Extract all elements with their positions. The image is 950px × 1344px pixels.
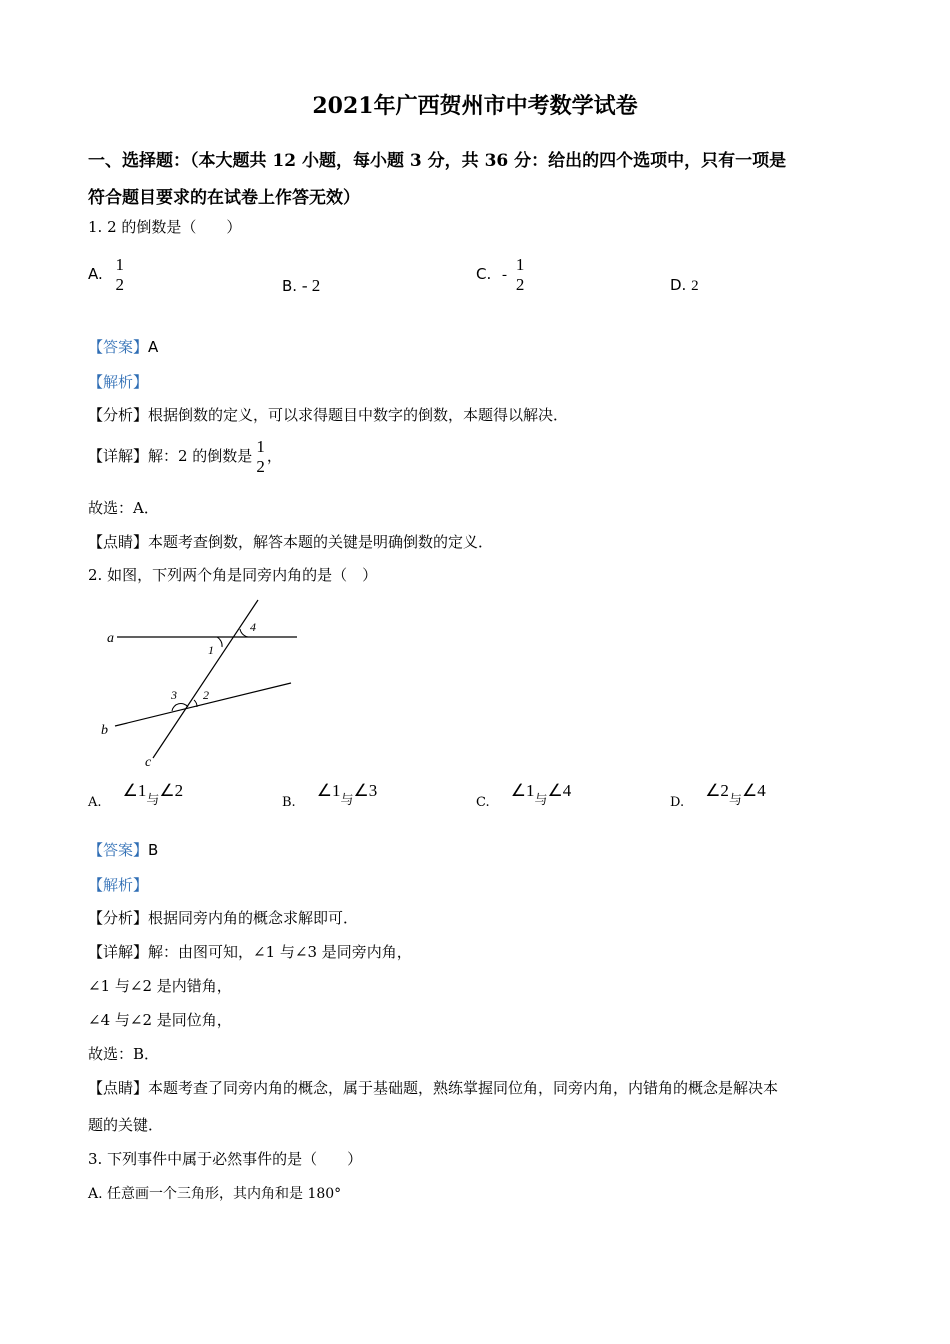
label-a: a — [107, 631, 114, 646]
answer-tag: 【答案】 — [88, 841, 149, 859]
section-heading-line1: 一、选择题：（本大题共 12 小题，每小题 3 分，共 36 分：给出的四个选项中，只有一项是 — [88, 151, 787, 171]
answer-value: B — [148, 841, 159, 859]
q1-stem: 1. 2 的倒数是（ ） — [88, 218, 242, 236]
angle-left: ∠2 — [705, 781, 729, 800]
option-letter: B. — [282, 277, 298, 295]
angle-left: ∠1 — [122, 781, 147, 800]
connector: 与 — [340, 793, 354, 808]
option-letter: D. — [670, 276, 687, 294]
q3-stem: 3. 下列事件中属于必然事件的是（ ） — [88, 1150, 363, 1168]
q2-line2: ∠1 与∠2 是内错角， — [88, 977, 232, 995]
punct: ， — [266, 447, 282, 465]
q2-option-d[interactable] — [670, 781, 766, 810]
q1-guxuan: 故选：A． — [88, 499, 159, 517]
angle-right: ∠3 — [353, 781, 378, 800]
page-title: 2021年广西贺州市中考数学试卷 — [312, 93, 638, 119]
q1-xiangjie — [88, 437, 282, 477]
q2-dianjing-line2: 题的关键． — [88, 1116, 164, 1134]
angle-right: ∠2 — [159, 781, 184, 800]
option-letter: C. — [476, 265, 492, 283]
label-c: c — [145, 755, 152, 770]
q1-option-b[interactable] — [282, 276, 320, 296]
connector: 与 — [534, 793, 548, 808]
minus-sign: - — [502, 266, 508, 283]
q2-figure — [95, 595, 310, 775]
denominator: 2 — [256, 457, 265, 476]
option-value: 2 — [691, 278, 699, 294]
q1-dianjing: 【点睛】本题考查倒数，解答本题的关键是明确倒数的定义． — [88, 533, 494, 551]
q2-guxuan: 故选：B． — [88, 1045, 160, 1063]
q2-option-a[interactable] — [88, 781, 183, 810]
answer-value: A — [148, 338, 159, 356]
q2-option-b[interactable] — [282, 781, 377, 810]
q2-option-c[interactable] — [476, 781, 571, 810]
line-c — [153, 600, 258, 758]
option-letter: D. — [670, 795, 685, 810]
connector: 与 — [146, 793, 160, 808]
q2-dianjing-line1: 【点睛】本题考查了同旁内角的概念，属于基础题，熟练掌握同位角，同旁内角，内错角的概念是解决本 — [88, 1079, 779, 1097]
answer-tag: 【答案】 — [88, 338, 149, 356]
option-value: - 2 — [301, 276, 321, 295]
denominator: 2 — [115, 275, 125, 294]
angle-left: ∠1 — [510, 781, 535, 800]
option-letter: C. — [476, 795, 490, 810]
q2-line3: ∠4 与∠2 是同位角， — [88, 1011, 232, 1029]
q2-xiangjie: 【详解】解：由图可知，∠1 与∠3 是同旁内角， — [88, 943, 412, 961]
numerator: 1 — [256, 437, 265, 456]
fraction — [254, 437, 267, 477]
q2-analysis-tag: 【解析】 — [88, 876, 149, 894]
option-letter: A. — [88, 795, 102, 810]
label-2: 2 — [203, 688, 209, 702]
label-b: b — [101, 723, 108, 738]
numerator: 1 — [115, 255, 125, 274]
numerator: 1 — [515, 255, 525, 274]
angle-right: ∠4 — [547, 781, 572, 800]
option-letter: B. — [282, 795, 296, 810]
fraction — [514, 255, 527, 295]
q1-fenxi: 【分析】根据倒数的定义，可以求得题目中数字的倒数，本题得以解决． — [88, 406, 569, 424]
section-heading-line2: 符合题目要求的在试卷上作答无效） — [88, 188, 360, 208]
label-3: 3 — [171, 688, 177, 702]
q1-option-a[interactable] — [88, 255, 126, 295]
angle-1-arc — [217, 637, 222, 647]
q2-fenxi: 【分析】根据同旁内角的概念求解即可． — [88, 909, 359, 927]
fraction — [114, 255, 127, 295]
q1-option-d[interactable] — [670, 276, 699, 295]
label-1: 1 — [208, 643, 214, 657]
angle-left: ∠1 — [316, 781, 341, 800]
q1-analysis-tag: 【解析】 — [88, 373, 149, 391]
angle-right: ∠4 — [741, 781, 766, 800]
q2-answer — [88, 839, 158, 860]
q2-stem: 2. 如图，下列两个角是同旁内角的是（ ） — [88, 566, 378, 584]
angle-4-arc — [240, 629, 248, 637]
connector: 与 — [728, 793, 742, 808]
q1-option-c[interactable] — [476, 255, 526, 295]
option-letter: A. — [88, 265, 103, 283]
q1-answer — [88, 336, 158, 357]
denominator: 2 — [515, 275, 525, 294]
q3-option-a[interactable]: A. 任意画一个三角形，其内角和是 180° — [88, 1186, 342, 1202]
xiangjie-text: 【详解】解：2 的倒数是 — [88, 447, 253, 465]
label-4: 4 — [250, 620, 256, 634]
